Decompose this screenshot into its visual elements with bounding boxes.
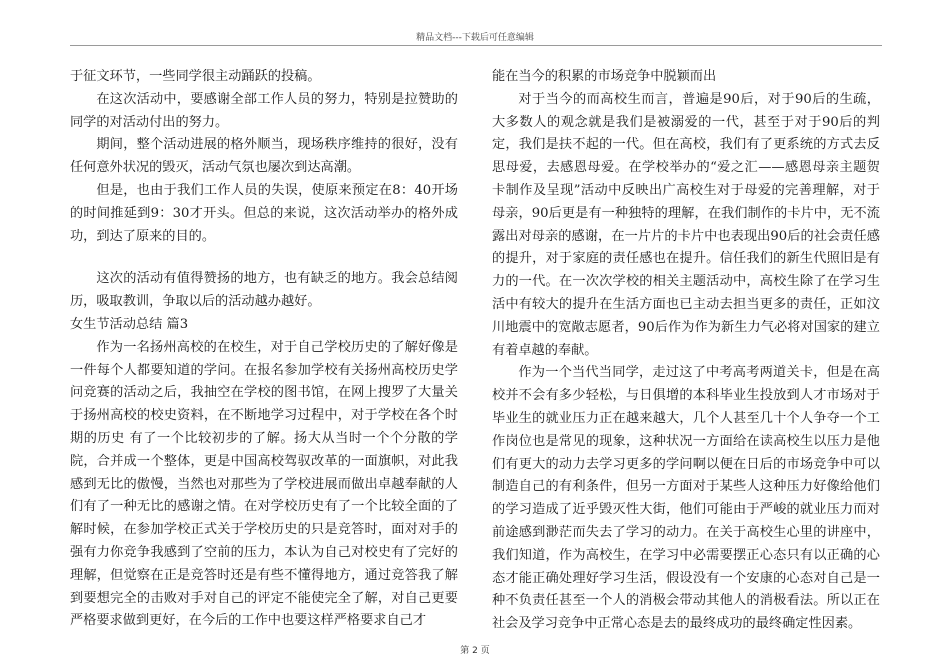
- page-number: 第 2 页: [460, 646, 490, 656]
- paragraph: 期间，整个活动进展的格外顺当，现场秩序维持的很好，没有任何意外状况的毁灭，活动气氛也屡次到达高潮。: [70, 137, 458, 176]
- paragraph: 这次的活动有值得赞扬的地方，也有缺乏的地方。我会总结阅历，吸取教训，争取以后的活动越办越好。: [70, 271, 458, 310]
- paragraph: 但是，也由于我们工作人员的失误，使原来预定在8：40开场的时间推延到9：30才开头。但总的来说，这次活动举办的格外成功，到达了原来的目的。: [70, 182, 458, 244]
- paragraph: 于征文环节，一些同学很主动踊跃的投稿。: [70, 69, 321, 84]
- header-divider: [70, 45, 882, 46]
- paragraph: 能在当今的积累的市场竞争中脱颖而出: [492, 69, 717, 84]
- paragraph: 在这次活动中，要感谢全部工作人员的努力，特别是拉赞助的同学的对活动付出的努力。: [70, 91, 458, 130]
- paragraph: 作为一名扬州高校的在校生，对于自己学校历史的了解好像是一件每个人都要知道的学问。在报名参加学校有关扬州高校历史学问竞赛的活动之后，我抽空在学校的图书馆，在网上搜罗了大量关于扬州高校的校史资料，在不断地学习过程中，对于学校在各个时期的历史 有了一个比较初步的了解。扬大从当时一个个分散的学院，合并成一个整体，更是中国高校驾驭改革的一面旗帜，对此我感到无比的傲慢，当然也对那些为了学校进展而做出卓越奉献的人们有了一种无比的感谢之情。在对学校历史有了一个比较全面的了解时候，在参加学校正式关于学校历史的只是竞答时，面对对手的强有力你竞争我感到了空前的压力，本认为自己对校史有了完好的理解，但觉察在正是竞答时还是有些不懂得地方，通过竞答我了解到要想完全的击败对手对自己的评定不能使完全了解，对自己更要严格要求做到更好，在今后的工作中也要这样严格要求自己才: [70, 339, 458, 629]
- right-column: [492, 66, 880, 636]
- section-title: 女生节活动总结 篇3: [70, 316, 189, 332]
- left-column: [70, 66, 458, 633]
- paragraph: 对于当今的而高校生而言，普遍是90后，对于90后的生疏，大多数人的观念就是我们是被溺爱的一代，甚至于对于90后的判定，我们是扶不起的一代。但在高校，我们有了更系统的方式去反思母爱，去感恩母爱。在学校举办的“爱之汇——感恩母亲主题贺卡制作及呈现”活动中反映出广高校生对于母爱的完善理解，对于母亲，90后更是有一种独特的理解，在我们制作的卡片中，无不流露出对母亲的感谢，在一片片的卡片中也表现出90后的社会责任感的提升，对于家庭的责任感也在提升。信任我们的新生代照旧是有力的一代。在一次次学校的相关主题活动中，高校生除了在学习生活中有较大的提升在生活方面也已主动去担当更多的责任，正如汶川地震中的宽敞志愿者，90后作为作为新生力气必将对国家的建立有着卓越的奉献。: [492, 91, 880, 358]
- page-header: 精品文档---下载后可任意编辑: [416, 33, 534, 43]
- paragraph: 作为一个当代当同学，走过这了中考高考两道关卡，但是在高校并不会有多少轻松，与日俱增的本科毕业生投放到人才市场对于毕业生的就业压力正在越来越大，几个人甚至几十个人争夺一个工作岗位也是常见的现象，这种状况一方面给在读高校生以压力是他们有更大的动力去学习更多的学问啊以便在日后的市场竞争中可以制造自己的有利条件，但另一方面对于某些人这种压力好像给他们的学习造成了近乎毁灭性大街，他们可能由于严峻的就业压力而对前途感到渺茫而失去了学习的动力。在关于高校生心里的讲座中，我们知道，作为高校生，在学习中必需要摆正心态只有以正确的心态才能正确处理好学习生活，假设没有一个安康的心态对自己是一种不负责任甚至一个人的消极会带动其他人的消极看法。所以正在社会及学习竞争中正常心态是去的最终成功的最终确定性因素。: [492, 365, 880, 632]
